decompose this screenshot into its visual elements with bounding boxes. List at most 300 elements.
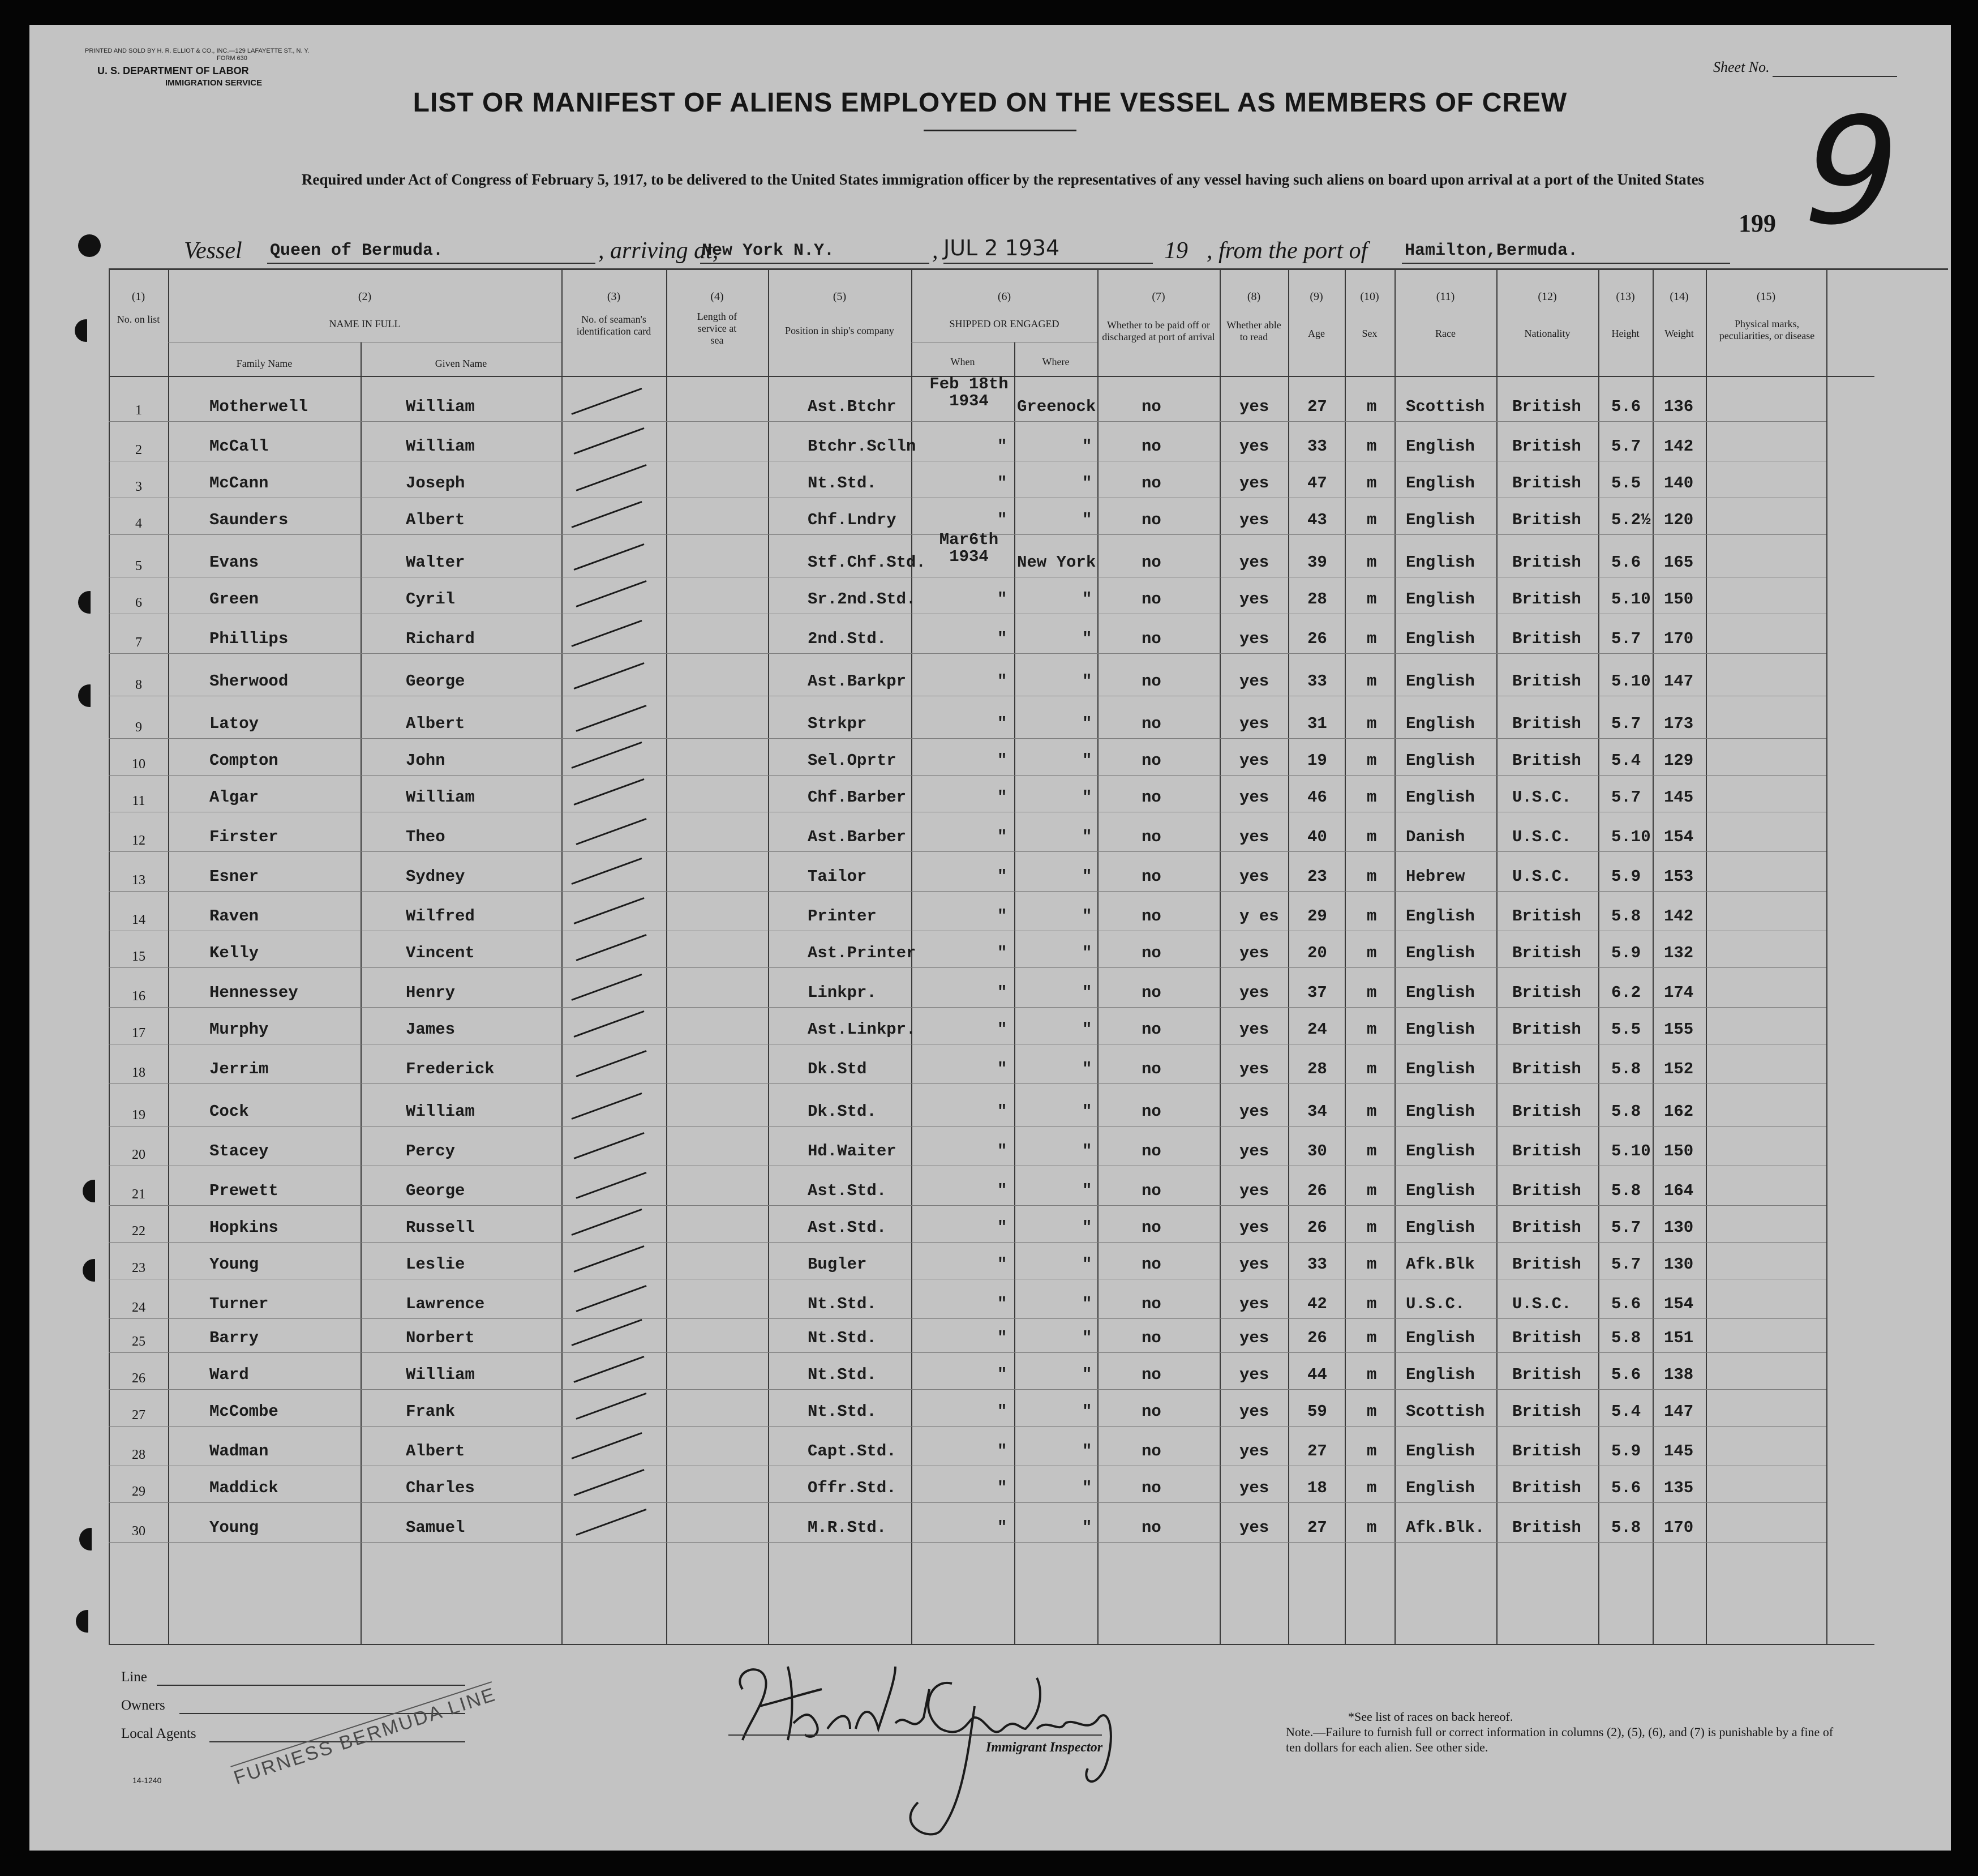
row-rule (109, 1083, 1826, 1084)
cell-weight: 135 (1664, 1479, 1694, 1497)
cell-given: John (406, 751, 445, 770)
col-line (1345, 268, 1346, 1644)
cell-where: " (1082, 907, 1092, 926)
cell-height: 5.4 (1611, 751, 1641, 770)
cell-given: Henry (406, 983, 456, 1002)
cell-where: " (1082, 1218, 1092, 1237)
cell-height: 5.7 (1611, 1255, 1641, 1274)
cell-weight: 164 (1664, 1181, 1694, 1200)
cell-given: George (406, 1181, 465, 1200)
col10-num: (10) (1360, 290, 1379, 303)
cell-weight: 150 (1664, 1142, 1694, 1160)
cell-paid: no (1142, 511, 1161, 529)
cell-height: 5.8 (1611, 1329, 1641, 1347)
cell-family: Algar (209, 788, 259, 807)
col-line (109, 268, 110, 1644)
cell-sex: m (1367, 751, 1377, 770)
id-card-check-mark (576, 1393, 646, 1420)
id-card-check-mark (576, 464, 646, 491)
cell-where: " (1082, 1255, 1092, 1274)
col-line (561, 268, 563, 1644)
printer-text: PRINTED AND SOLD BY H. R. ELLIOT & CO., INC.—129 LAFAYETTE ST., N. Y. (85, 48, 310, 54)
cell-age: 42 (1307, 1295, 1327, 1313)
cell-read: yes (1239, 1442, 1269, 1460)
row-rule (109, 1242, 1826, 1243)
cell-position: Ast.Barber (808, 828, 907, 846)
from-port-label: , from the port of (1207, 238, 1368, 264)
col2-family-label: Family Name (236, 358, 293, 369)
row-number: 8 (135, 678, 142, 692)
cell-weight: 155 (1664, 1020, 1694, 1039)
cell-family: McCombe (209, 1402, 278, 1421)
cell-weight: 154 (1664, 1295, 1694, 1313)
col12-num: (12) (1538, 290, 1557, 303)
cell-nat: British (1512, 1442, 1581, 1460)
cell-where: " (1082, 590, 1092, 609)
col-line (768, 268, 769, 1644)
cell-sex: m (1367, 907, 1377, 926)
cell-when: " (997, 1218, 1007, 1237)
cell-read: yes (1239, 1365, 1269, 1384)
cell-height: 5.8 (1611, 1518, 1641, 1537)
cell-paid: no (1142, 1365, 1161, 1384)
cell-sex: m (1367, 1442, 1377, 1460)
cell-position: Printer (808, 907, 877, 926)
page-number: 199 (1739, 209, 1776, 237)
row-rule (109, 1126, 1826, 1127)
cell-read: yes (1239, 474, 1269, 492)
col-line (1653, 268, 1654, 1644)
id-card-check-mark (573, 1245, 644, 1273)
cell-nat: British (1512, 1365, 1581, 1384)
cell-height: 5.9 (1611, 944, 1641, 962)
page-title: LIST OR MANIFEST OF ALIENS EMPLOYED ON THE VESSEL AS MEMBERS OF CREW (413, 88, 1568, 118)
cell-age: 24 (1307, 1020, 1327, 1039)
cell-family: Jerrim (209, 1060, 269, 1078)
binder-hole (75, 319, 97, 342)
row-number: 6 (135, 596, 142, 610)
cell-nat: British (1512, 1218, 1581, 1237)
cell-height: 6.2 (1611, 983, 1641, 1002)
cell-read: yes (1239, 437, 1269, 456)
cell-family: Hennessey (209, 983, 298, 1002)
cell-weight: 147 (1664, 1402, 1694, 1421)
row-rule (109, 967, 1826, 968)
cell-when: " (997, 1020, 1007, 1039)
id-card-check-mark (573, 427, 644, 455)
cell-age: 29 (1307, 907, 1327, 926)
cell-paid: no (1142, 1442, 1161, 1460)
cell-sex: m (1367, 714, 1377, 733)
cell-sex: m (1367, 397, 1377, 416)
cell-age: 59 (1307, 1402, 1327, 1421)
cell-sex: m (1367, 1142, 1377, 1160)
binder-hole (83, 1180, 105, 1202)
cell-height: 5.9 (1611, 867, 1641, 886)
cell-when: " (997, 1060, 1007, 1078)
department-block (97, 65, 392, 89)
cell-read: yes (1239, 629, 1269, 648)
cell-weight: 130 (1664, 1255, 1694, 1274)
cell-read: yes (1239, 1218, 1269, 1237)
cell-weight: 136 (1664, 397, 1694, 416)
cell-weight: 153 (1664, 867, 1694, 886)
row-number: 29 (132, 1484, 145, 1499)
cell-when: Feb 18th 1934 (929, 375, 1009, 410)
cell-where: " (1082, 828, 1092, 846)
row-rule (109, 891, 1826, 892)
cell-nat: British (1512, 1142, 1581, 1160)
manifest-page (29, 25, 1951, 1851)
col6-when-label: When (950, 356, 975, 367)
cell-sex: m (1367, 1020, 1377, 1039)
cell-when: " (997, 629, 1007, 648)
cell-where: " (1082, 1020, 1092, 1039)
cell-age: 26 (1307, 1181, 1327, 1200)
cell-family: Wadman (209, 1442, 269, 1460)
form-number-top: FORM 630 (217, 55, 247, 62)
col-line (1395, 268, 1396, 1644)
row-rule (109, 1542, 1826, 1543)
cell-given: Theo (406, 828, 445, 846)
id-card-check-mark (571, 742, 642, 769)
id-card-check-mark (576, 1509, 646, 1536)
id-card-check-mark (571, 974, 642, 1001)
cell-where: " (1082, 629, 1092, 648)
cell-nat: U.S.C. (1512, 828, 1572, 846)
cell-given: William (406, 1365, 475, 1384)
cell-paid: no (1142, 1060, 1161, 1078)
cell-read: yes (1239, 1181, 1269, 1200)
cell-weight: 152 (1664, 1060, 1694, 1078)
arrival-date-stamp: JUL 2 1934 (943, 235, 1060, 260)
row-number: 9 (135, 720, 142, 735)
cell-race: Scottish (1406, 397, 1485, 416)
cell-position: Chf.Lndry (808, 511, 896, 529)
cell-where: " (1082, 1102, 1092, 1121)
comma-separator: , (932, 238, 938, 264)
cell-where: " (1082, 714, 1092, 733)
cell-sex: m (1367, 983, 1377, 1002)
service-name: IMMIGRATION SERVICE (165, 78, 263, 88)
cell-race: English (1406, 1442, 1475, 1460)
binder-hole (83, 1259, 105, 1282)
cell-read: yes (1239, 397, 1269, 416)
cell-position: Nt.Std. (808, 1365, 877, 1384)
id-card-check-mark (576, 934, 646, 961)
cell-family: Motherwell (209, 397, 308, 416)
cell-paid: no (1142, 983, 1161, 1002)
cell-where: " (1082, 1518, 1092, 1537)
cell-height: 5.6 (1611, 553, 1641, 572)
cell-given: Samuel (406, 1518, 465, 1537)
cell-position: Chf.Barber (808, 788, 907, 807)
row-rule (109, 851, 1826, 852)
cell-sex: m (1367, 788, 1377, 807)
cell-race: English (1406, 590, 1475, 609)
cell-given: Albert (406, 1442, 465, 1460)
cell-height: 5.4 (1611, 1402, 1641, 1421)
cell-nat: U.S.C. (1512, 1295, 1572, 1313)
cell-sex: m (1367, 867, 1377, 886)
cell-where: " (1082, 474, 1092, 492)
cell-nat: British (1512, 553, 1581, 572)
cell-height: 5.10 (1611, 1142, 1651, 1160)
cell-family: Cock (209, 1102, 249, 1121)
sheet-label: Sheet No. (1713, 59, 1770, 75)
cell-weight: 162 (1664, 1102, 1694, 1121)
cell-given: Percy (406, 1142, 456, 1160)
cell-nat: British (1512, 944, 1581, 962)
row-number: 23 (132, 1261, 145, 1275)
cell-sex: m (1367, 1102, 1377, 1121)
row-number: 20 (132, 1147, 145, 1162)
binder-hole (78, 234, 101, 257)
cell-weight: 173 (1664, 714, 1694, 733)
cell-nat: U.S.C. (1512, 788, 1572, 807)
cell-given: Cyril (406, 590, 456, 609)
col-line (1496, 268, 1498, 1644)
cell-height: 5.7 (1611, 1218, 1641, 1237)
cell-race: Scottish (1406, 1402, 1485, 1421)
cell-race: English (1406, 983, 1475, 1002)
cell-position: Ast.Linkpr. (808, 1020, 916, 1039)
col15-num: (15) (1756, 290, 1776, 303)
cell-sex: m (1367, 629, 1377, 648)
cell-where: " (1082, 983, 1092, 1002)
footer-form-number: 14-1240 (132, 1776, 162, 1785)
cell-where: " (1082, 511, 1092, 529)
row-rule (109, 653, 1826, 654)
cell-height: 5.6 (1611, 1295, 1641, 1313)
cell-read: yes (1239, 1060, 1269, 1078)
col12-label: Nationality (1524, 328, 1571, 339)
cell-where: " (1082, 672, 1092, 691)
cell-race: English (1406, 714, 1475, 733)
col-line (666, 268, 667, 1644)
cell-sex: m (1367, 511, 1377, 529)
cell-weight: 165 (1664, 553, 1694, 572)
cell-given: William (406, 397, 475, 416)
cell-when: " (997, 1329, 1007, 1347)
cell-height: 5.7 (1611, 714, 1641, 733)
cell-position: Ast.Printer (808, 944, 916, 962)
cell-race: English (1406, 437, 1475, 456)
row-number: 5 (135, 559, 142, 573)
row-number: 18 (132, 1065, 145, 1080)
cell-weight: 170 (1664, 1518, 1694, 1537)
cell-paid: no (1142, 944, 1161, 962)
row-number: 3 (135, 479, 142, 494)
row-number: 12 (132, 833, 145, 848)
cell-position: Sr.2nd.Std. (808, 590, 916, 609)
row-number: 11 (132, 794, 145, 808)
row-number: 26 (132, 1371, 145, 1386)
cell-age: 40 (1307, 828, 1327, 846)
cell-nat: U.S.C. (1512, 867, 1572, 886)
cell-when: " (997, 714, 1007, 733)
cell-paid: no (1142, 907, 1161, 926)
cell-family: Maddick (209, 1479, 278, 1497)
cell-weight: 170 (1664, 629, 1694, 648)
cell-when: " (997, 1518, 1007, 1537)
cell-position: M.R.Std. (808, 1518, 887, 1537)
cell-when: " (997, 828, 1007, 846)
cell-paid: no (1142, 553, 1161, 572)
col13-label: Height (1611, 328, 1640, 339)
cell-paid: no (1142, 867, 1161, 886)
cell-height: 5.7 (1611, 788, 1641, 807)
cell-given: Frederick (406, 1060, 495, 1078)
id-card-check-mark (573, 897, 644, 924)
cell-read: yes (1239, 1020, 1269, 1039)
cell-nat: British (1512, 1102, 1581, 1121)
cell-age: 46 (1307, 788, 1327, 807)
cell-height: 5.8 (1611, 1181, 1641, 1200)
col14-label: Weight (1664, 328, 1694, 339)
cell-nat: British (1512, 474, 1581, 492)
id-card-check-mark (571, 388, 642, 415)
cell-given: Lawrence (406, 1295, 485, 1313)
col3-label: No. of seaman's identification card (576, 314, 651, 337)
cell-paid: no (1142, 751, 1161, 770)
cell-height: 5.8 (1611, 907, 1641, 926)
cell-race: English (1406, 1479, 1475, 1497)
cell-height: 5.5 (1611, 1020, 1641, 1039)
cell-weight: 140 (1664, 474, 1694, 492)
cell-position: Ast.Std. (808, 1218, 887, 1237)
cell-family: Young (209, 1255, 259, 1274)
cell-weight: 174 (1664, 983, 1694, 1002)
cell-race: U.S.C. (1406, 1295, 1465, 1313)
cell-age: 26 (1307, 1218, 1327, 1237)
cell-given: Frank (406, 1402, 456, 1421)
cell-given: William (406, 1102, 475, 1121)
cell-read: yes (1239, 1402, 1269, 1421)
page-subtitle: Required under Act of Congress of February 5, 1917, to be delivered to the United States immigration officer by the representatives of any vessel having such aliens on board upon arrival at a port of the United States (301, 171, 1705, 188)
cell-race: English (1406, 629, 1475, 648)
cell-race: English (1406, 1142, 1475, 1160)
cell-age: 39 (1307, 553, 1327, 572)
cell-paid: no (1142, 474, 1161, 492)
id-card-check-mark (576, 1050, 646, 1077)
col-line (1097, 268, 1099, 1644)
cell-position: Ast.Barkpr (808, 672, 907, 691)
cell-height: 5.2½ (1611, 511, 1651, 529)
footer-agents-label: Local Agents (121, 1726, 196, 1741)
cell-where: " (1082, 1181, 1092, 1200)
cell-race: Afk.Blk (1406, 1255, 1475, 1274)
cell-position: Nt.Std. (808, 1295, 877, 1313)
col6-num: (6) (997, 290, 1011, 303)
cell-read: yes (1239, 511, 1269, 529)
col5-num: (5) (833, 290, 847, 303)
cell-paid: no (1142, 714, 1161, 733)
cell-family: Green (209, 590, 259, 609)
cell-sex: m (1367, 1402, 1377, 1421)
col-line (1288, 268, 1289, 1644)
cell-race: English (1406, 1020, 1475, 1039)
cell-age: 26 (1307, 1329, 1327, 1347)
cell-family: Latoy (209, 714, 259, 733)
cell-given: George (406, 672, 465, 691)
cell-family: McCann (209, 474, 269, 492)
id-card-check-mark (571, 1093, 642, 1120)
cell-family: Saunders (209, 511, 289, 529)
cell-read: yes (1239, 1142, 1269, 1160)
immigrant-inspector-label: Immigrant Inspector (986, 1740, 1103, 1755)
row-number: 16 (132, 989, 145, 1004)
cell-read: yes (1239, 828, 1269, 846)
cell-family: Young (209, 1518, 259, 1537)
cell-age: 31 (1307, 714, 1327, 733)
cell-height: 5.10 (1611, 672, 1651, 691)
cell-height: 5.8 (1611, 1102, 1641, 1121)
cell-family: Raven (209, 907, 259, 926)
cell-where: " (1082, 1329, 1092, 1347)
cell-age: 33 (1307, 672, 1327, 691)
cell-weight: 145 (1664, 788, 1694, 807)
cell-family: Stacey (209, 1142, 269, 1160)
col2-num: (2) (358, 290, 372, 303)
cell-where: " (1082, 1142, 1092, 1160)
cell-where: " (1082, 1295, 1092, 1313)
cell-position: Capt.Std. (808, 1442, 896, 1460)
arriving-port: New York N.Y. (702, 241, 835, 260)
id-card-check-mark (576, 580, 646, 607)
row-number: 25 (132, 1334, 145, 1349)
cell-position: Strkpr (808, 714, 867, 733)
id-card-check-mark (573, 1010, 644, 1038)
cell-when: " (997, 1402, 1007, 1421)
col7-label: Whether to be paid off or discharged at port of arrival (1102, 319, 1215, 342)
cell-race: Danish (1406, 828, 1465, 846)
cell-sex: m (1367, 1479, 1377, 1497)
cell-weight: 145 (1664, 1442, 1694, 1460)
cell-given: James (406, 1020, 456, 1039)
cell-where: Greenock (1017, 397, 1096, 416)
vessel-label: Vessel (184, 238, 242, 264)
cell-paid: no (1142, 1329, 1161, 1347)
cell-nat: British (1512, 1479, 1581, 1497)
cell-race: Hebrew (1406, 867, 1465, 886)
cell-when: " (997, 590, 1007, 609)
from-port: Hamilton,Bermuda. (1405, 241, 1578, 260)
handwritten-sheet-number: 9 (1785, 87, 1916, 258)
cell-nat: British (1512, 397, 1581, 416)
cell-age: 43 (1307, 511, 1327, 529)
cell-read: yes (1239, 714, 1269, 733)
cell-read: yes (1239, 553, 1269, 572)
cell-family: Esner (209, 867, 259, 886)
cell-sex: m (1367, 1218, 1377, 1237)
cell-nat: British (1512, 1181, 1581, 1200)
cell-nat: British (1512, 1255, 1581, 1274)
col8-label: Whether able to read (1226, 319, 1281, 342)
cell-position: Tailor (808, 867, 867, 886)
cell-family: Turner (209, 1295, 269, 1313)
id-card-check-mark (571, 620, 642, 647)
row-number: 7 (135, 635, 142, 650)
cell-age: 34 (1307, 1102, 1327, 1121)
cell-position: Linkpr. (808, 983, 877, 1002)
cell-race: Afk.Blk. (1406, 1518, 1485, 1537)
cell-position: Bugler (808, 1255, 867, 1274)
cell-when: Mar6th 1934 (939, 530, 999, 566)
cell-where: New York (1017, 553, 1096, 572)
cell-height: 5.6 (1611, 397, 1641, 416)
cell-family: Sherwood (209, 672, 289, 691)
